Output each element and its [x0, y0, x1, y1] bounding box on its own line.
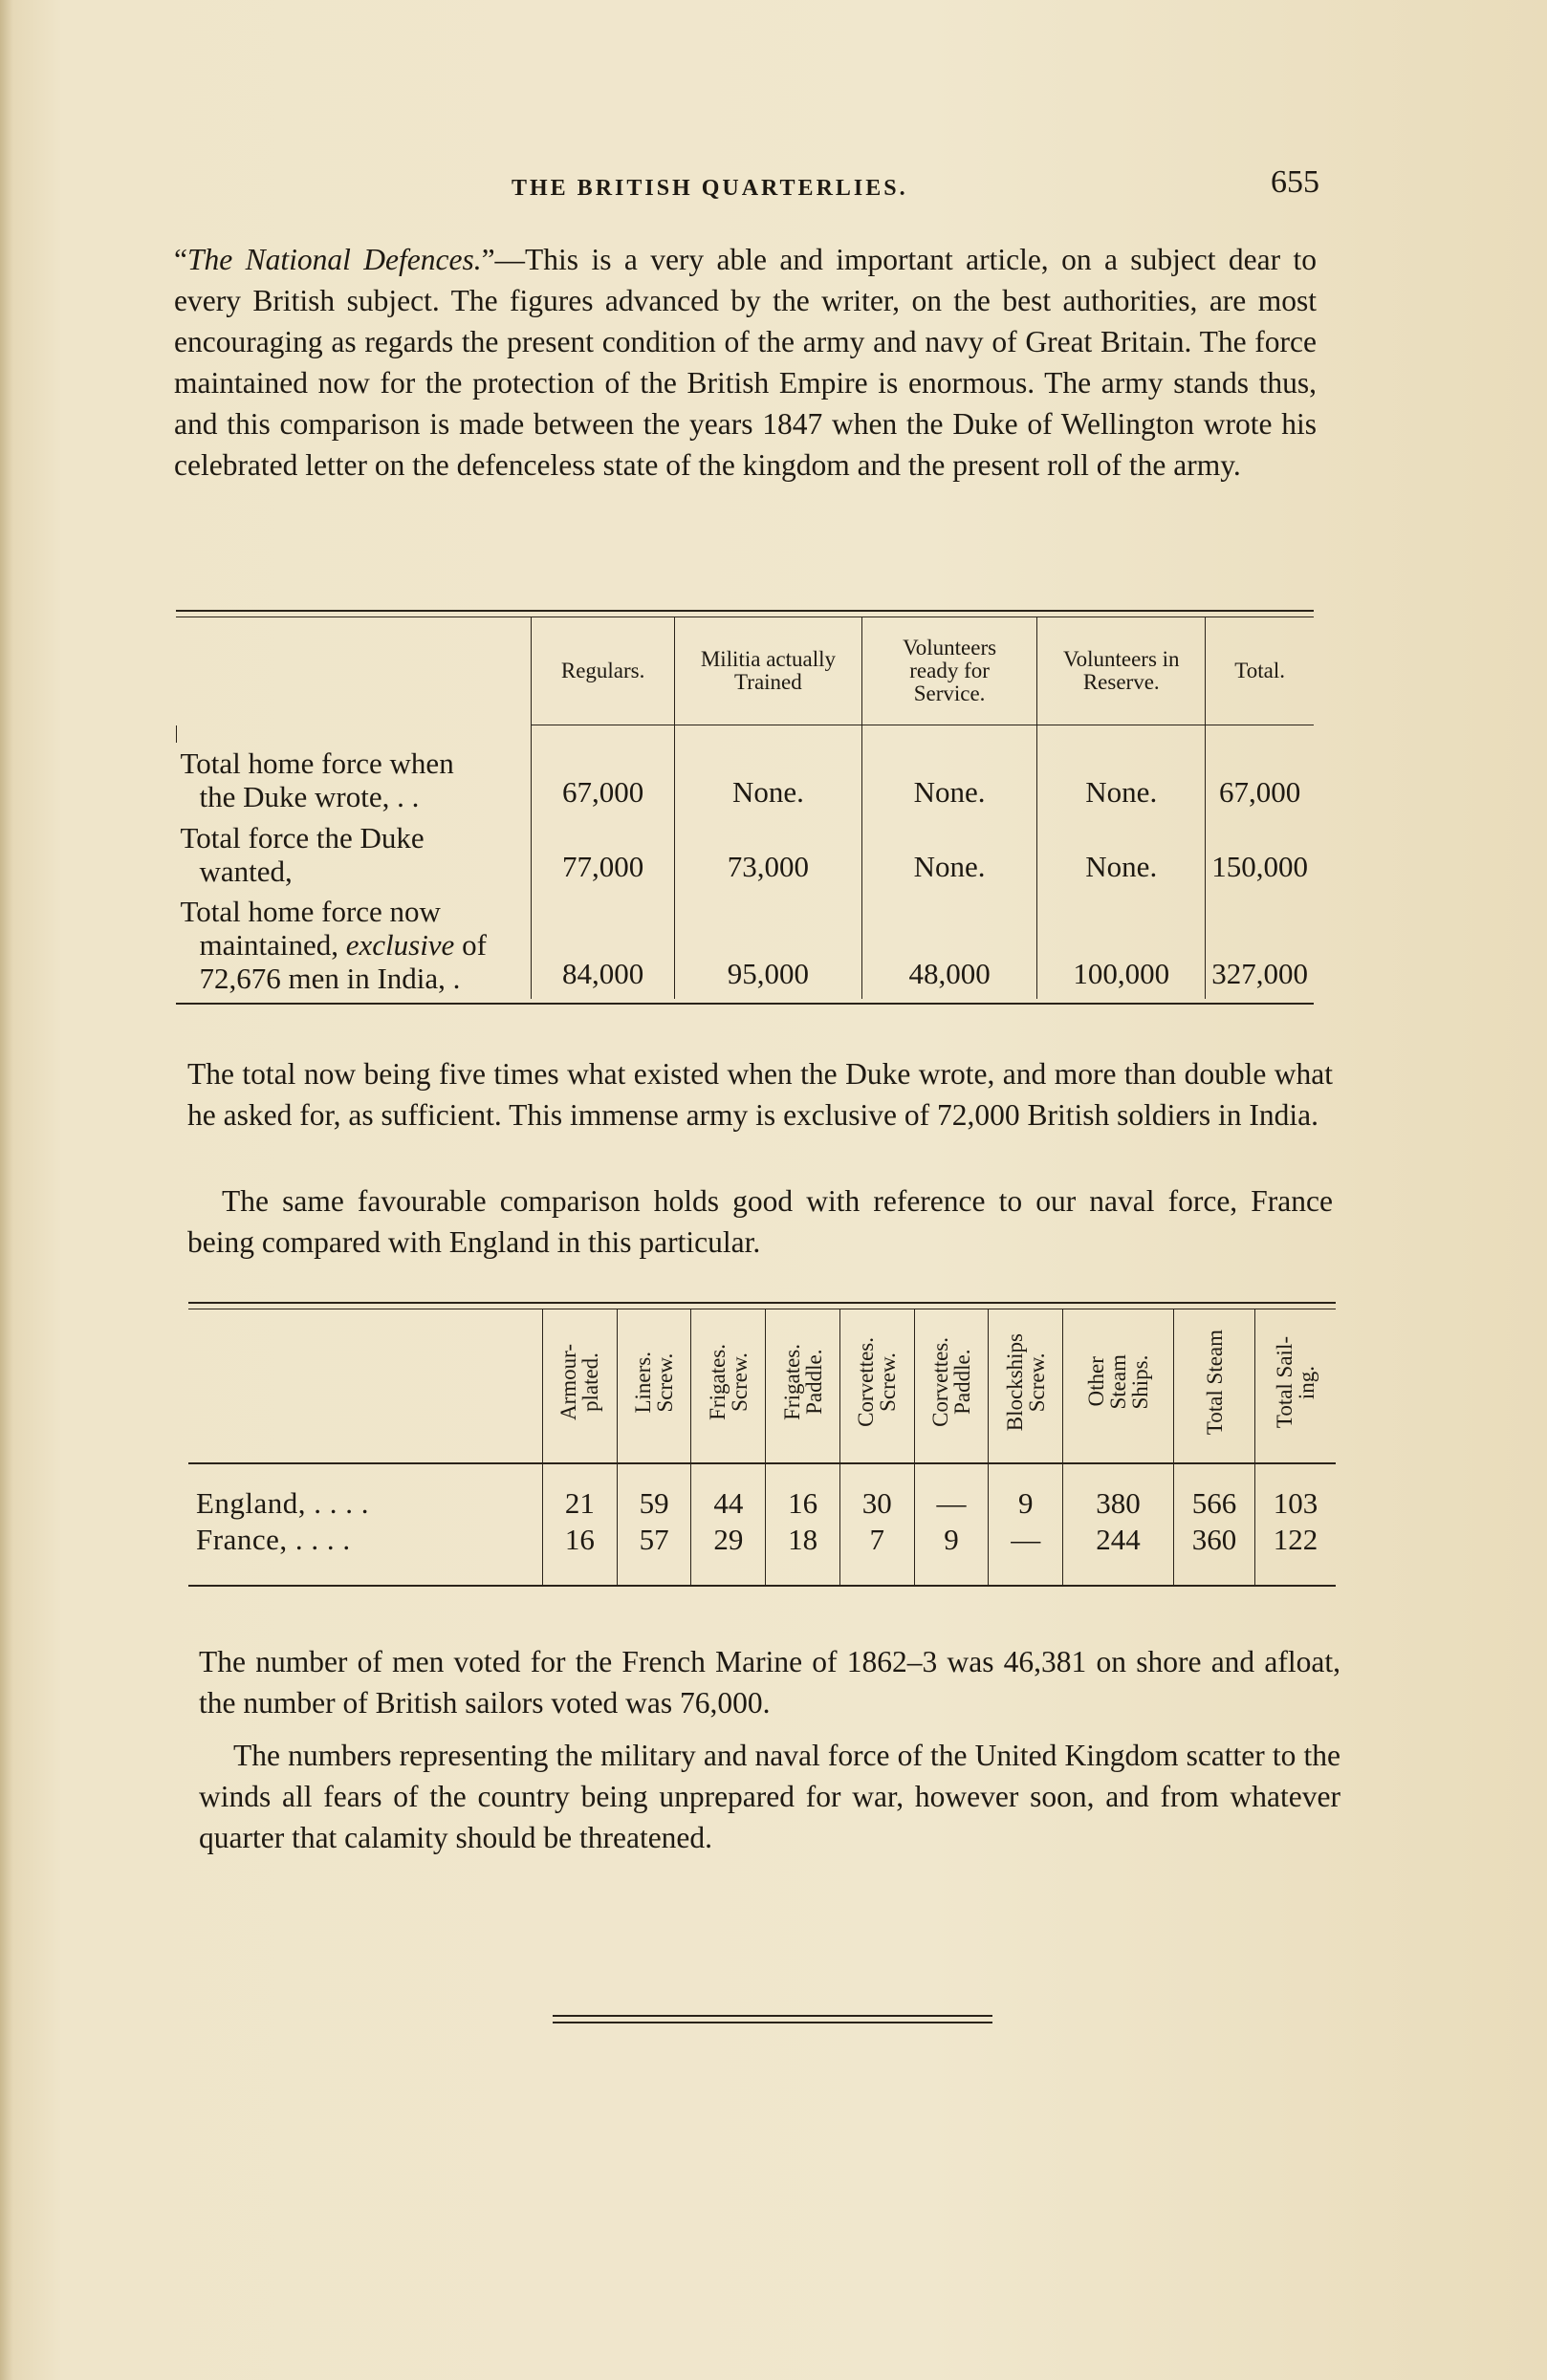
- table-cell: 73,000: [674, 817, 861, 892]
- table-cell: 67,000: [1206, 743, 1314, 817]
- army-comparison-table: [176, 617, 1314, 999]
- table-row: [177, 743, 1315, 817]
- table-cell: 29: [691, 1522, 766, 1558]
- intro-paragraph: [174, 239, 1317, 486]
- naval-comparison-table: [188, 1309, 1336, 1585]
- table-cell: 57: [617, 1522, 691, 1558]
- table-cell: None.: [1037, 743, 1206, 817]
- table-cell: 9: [914, 1522, 989, 1558]
- table-row: [188, 1485, 1336, 1522]
- table-corner: [188, 1309, 543, 1463]
- paragraph: The numbers representing the military and naval force of the United Kingdom scatter to the winds all fears of the country being unprepared for war, however soon, and from whatever quarter that calamity should be threatened.: [199, 1739, 1340, 1854]
- column-header: Frigates. Screw.: [691, 1309, 766, 1463]
- row-label: Total home force now maintained, exclusive of 72,676 men in India, .: [180, 895, 487, 995]
- table-cell: 95,000: [674, 892, 861, 999]
- column-header: Total Steam: [1173, 1309, 1254, 1463]
- table-row: [177, 892, 1315, 999]
- table-cell: None.: [861, 817, 1036, 892]
- column-header: Regulars.: [532, 617, 675, 725]
- column-header: Militia actually Trained: [674, 617, 861, 725]
- column-header: Corvettes. Paddle.: [914, 1309, 989, 1463]
- table-rule: [176, 1003, 1314, 1005]
- table-corner: [177, 617, 532, 725]
- row-label: Total force the Duke wanted,: [180, 821, 425, 888]
- table-cell: 244: [1063, 1522, 1174, 1558]
- table-cell: 150,000: [1206, 817, 1314, 892]
- table-cell: 21: [543, 1485, 618, 1522]
- table-row: [177, 817, 1315, 892]
- column-header: Frigates. Paddle.: [766, 1309, 840, 1463]
- column-header: Blockships Screw.: [989, 1309, 1063, 1463]
- intro-text: ”—This is a very able and important article, on a subject dear to every British subject. The figures advanced by the writer, on the best authorities, are most encouraging as regards the present condition of the army and navy of Great Britain. The force maintained now for the protection of the British Empire is enormous. The army stands thus, and this comparison is made between the years 1847 when the Duke of Wellington wrote his celebrated letter on the defenceless state of the kingdom and the present roll of the army.: [174, 243, 1317, 482]
- column-header: Corvettes. Screw.: [839, 1309, 914, 1463]
- table-cell: 380: [1063, 1485, 1174, 1522]
- table-cell: —: [989, 1522, 1063, 1558]
- table-cell: None.: [1037, 817, 1206, 892]
- table-cell: 48,000: [861, 892, 1036, 999]
- column-header: Total Sail- ing.: [1255, 1309, 1336, 1463]
- table-cell: 122: [1255, 1522, 1336, 1558]
- table-cell: 67,000: [532, 743, 675, 817]
- table-cell: 103: [1255, 1485, 1336, 1522]
- table-cell: 9: [989, 1485, 1063, 1522]
- paragraph: The total now being five times what existed when the Duke wrote, and more than double what he asked for, as sufficient. This immense army is exclusive of 72,000 British soldiers in India.: [187, 1057, 1333, 1132]
- table-cell: 30: [839, 1485, 914, 1522]
- table-cell: 59: [617, 1485, 691, 1522]
- table-cell: —: [914, 1485, 989, 1522]
- column-header: Armour- plated.: [543, 1309, 618, 1463]
- page-number: 655: [1271, 164, 1319, 200]
- paragraph: The number of men voted for the French Marine of 1862–3 was 46,381 on shore and afloat, the number of British sailors voted was 76,000.: [199, 1645, 1340, 1720]
- table-cell: 16: [766, 1485, 840, 1522]
- table-cell: 7: [839, 1522, 914, 1558]
- row-label: England, . . . .: [196, 1486, 370, 1520]
- table-cell: 16: [543, 1522, 618, 1558]
- page-header: [172, 164, 1319, 210]
- paragraph: The same favourable comparison holds good with reference to our naval force, France being compared with England in this particular.: [187, 1184, 1333, 1259]
- table-cell: 84,000: [532, 892, 675, 999]
- column-header: Liners. Screw.: [617, 1309, 691, 1463]
- table-cell: 566: [1173, 1485, 1254, 1522]
- column-header: Total.: [1206, 617, 1314, 725]
- table-rule: [176, 610, 1314, 612]
- row-label: France, . . . .: [196, 1523, 351, 1556]
- column-header: Volunteers in Reserve.: [1037, 617, 1206, 725]
- table-cell: 327,000: [1206, 892, 1314, 999]
- table-row: [188, 1522, 1336, 1558]
- article-title: The National Defences.: [186, 243, 482, 276]
- table-cell: 44: [691, 1485, 766, 1522]
- naval-table-block: [188, 1302, 1336, 1587]
- army-table-block: [176, 610, 1314, 1005]
- quote-open: “: [174, 243, 187, 276]
- table-cell: None.: [674, 743, 861, 817]
- column-header: Volunteers ready for Service.: [861, 617, 1036, 725]
- row-label: Total home force when the Duke wrote, . .: [180, 746, 454, 813]
- end-rule: [553, 2015, 992, 2028]
- table-cell: 360: [1173, 1522, 1254, 1558]
- table-cell: None.: [861, 743, 1036, 817]
- column-header: Other Steam Ships.: [1063, 1309, 1174, 1463]
- table-cell: 77,000: [532, 817, 675, 892]
- table-rule: [188, 1302, 1336, 1304]
- page-spine-shadow: [0, 0, 13, 2380]
- running-title: THE BRITISH QUARTERLIES.: [512, 176, 908, 201]
- table-cell: 100,000: [1037, 892, 1206, 999]
- table-cell: 18: [766, 1522, 840, 1558]
- table-rule: [188, 1585, 1336, 1587]
